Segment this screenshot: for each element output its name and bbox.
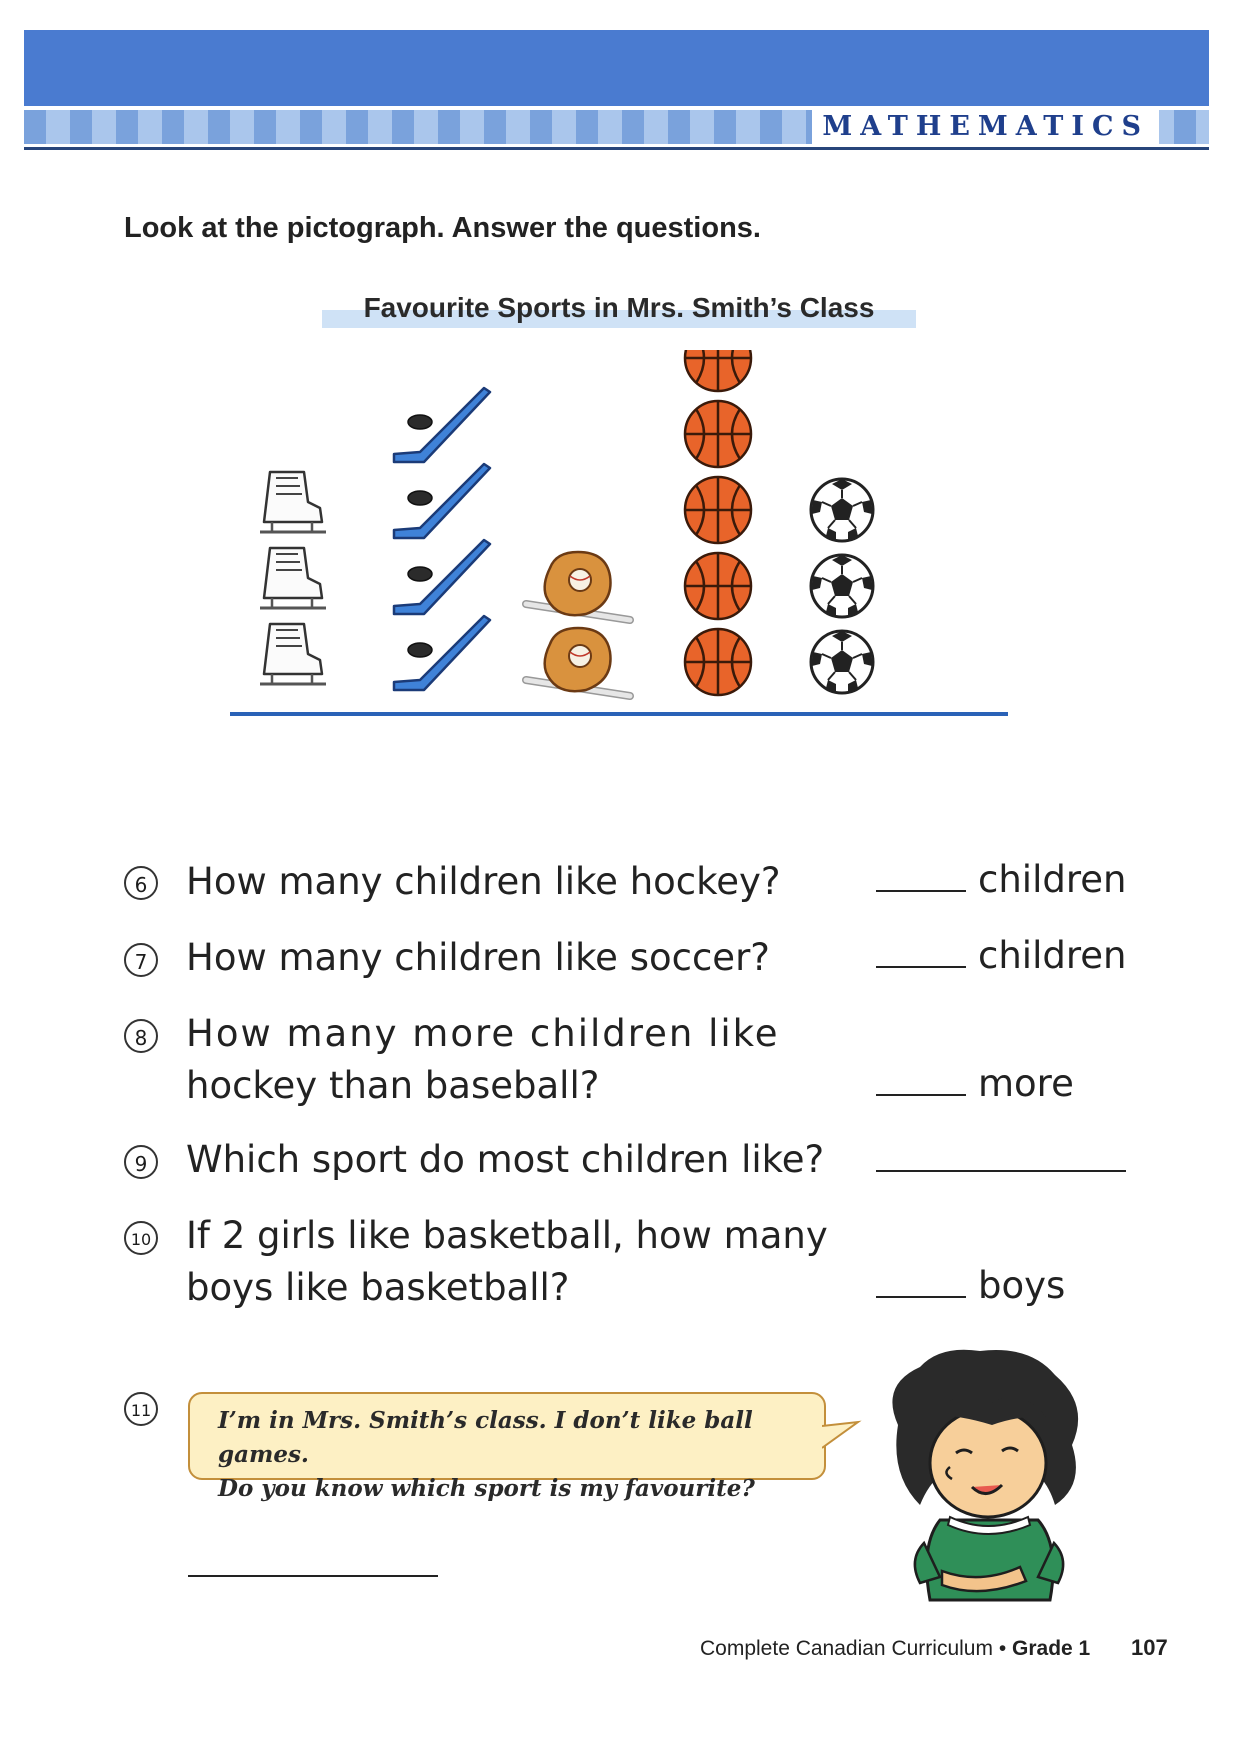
- speech-bubble-line2: Do you know which sport is my favourite?: [218, 1475, 755, 1502]
- answer-blank[interactable]: [876, 966, 966, 968]
- answer-blank[interactable]: [188, 1575, 438, 1577]
- hockey-stick-icon: [394, 540, 490, 614]
- question-number: 10: [124, 1221, 158, 1255]
- answer-unit: boys: [978, 1264, 1066, 1307]
- question-number: 11: [124, 1392, 158, 1426]
- question-text-line2: boys like basketball?: [186, 1266, 570, 1309]
- basketball-icon: [685, 629, 751, 695]
- baseball-glove-icon: [526, 552, 630, 620]
- speech-bubble-line1: I’m in Mrs. Smith’s class. I don’t like ball games.: [218, 1407, 753, 1468]
- instructions: Look at the pictograph. Answer the questions.: [124, 212, 761, 244]
- answer-unit: children: [978, 858, 1127, 901]
- pictograph: [230, 350, 1020, 800]
- answer-blank[interactable]: [876, 1170, 1126, 1172]
- question-number: 7: [124, 943, 158, 977]
- answer-blank[interactable]: [876, 1296, 966, 1298]
- subject-label: MATHEMATICS: [812, 110, 1159, 144]
- soccer-ball-icon: [811, 555, 873, 617]
- question-number: 8: [124, 1019, 158, 1053]
- skate-icon: [260, 472, 326, 532]
- answer-unit: more: [978, 1062, 1074, 1105]
- answer-unit: children: [978, 934, 1127, 977]
- chart-title-area: [322, 292, 916, 324]
- hockey-stick-icon: [394, 616, 490, 690]
- basketball-icon: [685, 350, 751, 391]
- question-number: 6: [124, 866, 158, 900]
- question-text: Which sport do most children like?: [186, 1138, 825, 1181]
- hockey-stick-icon: [394, 464, 490, 538]
- answer-blank[interactable]: [876, 1094, 966, 1096]
- basketball-icon: [685, 553, 751, 619]
- chart-title: Favourite Sports in Mrs. Smith’s Class: [363, 292, 875, 323]
- speech-bubble: [188, 1392, 826, 1502]
- question-text-line1: How many more children like: [186, 1012, 780, 1055]
- question-text: How many children like soccer?: [186, 936, 770, 979]
- question-text-line2: hockey than baseball?: [186, 1064, 600, 1107]
- speech-bubble-tail: [822, 1418, 862, 1452]
- girl-illustration: [880, 1345, 1095, 1605]
- basketball-icon: [685, 477, 751, 543]
- hockey-stick-icon: [394, 388, 490, 462]
- page-number: 107: [1131, 1635, 1168, 1660]
- answer-blank[interactable]: [876, 890, 966, 892]
- question-number: 9: [124, 1145, 158, 1179]
- soccer-ball-icon: [811, 479, 873, 541]
- question-text-line1: If 2 girls like basketball, how many: [186, 1214, 828, 1257]
- header-band-line: [24, 147, 1209, 150]
- header-band-top: [24, 30, 1209, 106]
- skate-icon: [260, 548, 326, 608]
- baseball-glove-icon: [526, 628, 630, 696]
- soccer-ball-icon: [811, 631, 873, 693]
- skate-icon: [260, 624, 326, 684]
- question-text: How many children like hockey?: [186, 860, 781, 903]
- header-band: [24, 30, 1209, 150]
- footer-book-title: Complete Canadian Curriculum • Grade 1: [700, 1637, 1091, 1660]
- basketball-icon: [685, 401, 751, 467]
